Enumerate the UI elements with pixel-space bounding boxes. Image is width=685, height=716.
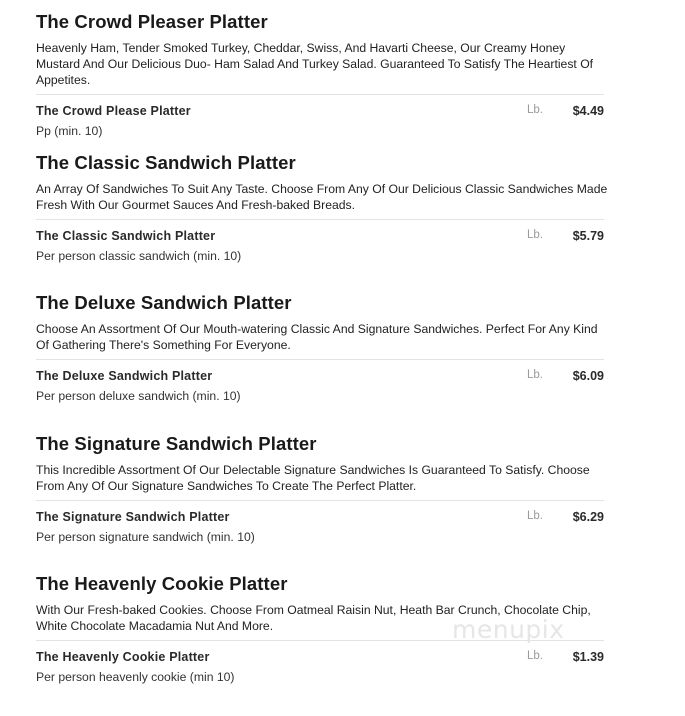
section-title: The Classic Sandwich Platter: [36, 151, 296, 173]
menu-item-row: [36, 226, 604, 248]
item-name: The Deluxe Sandwich Platter: [36, 369, 213, 383]
section-description: This Incredible Assortment Of Our Delectable Signature Sandwiches Is Guaranteed To Satisfy. Choose From Any Of Our Signature Sandwiches To Create The Perfect Platter.: [36, 462, 590, 493]
section-title: The Signature Sandwich Platter: [36, 432, 317, 454]
section-description: Heavenly Ham, Tender Smoked Turkey, Cheddar, Swiss, And Havarti Cheese, Our Creamy Honey Mustard And Our Delicious Duo- Ham Salad And Turkey Salad. Guaranteed To Satisfy The Heartiest Of Appetites.: [36, 41, 594, 87]
section-title: The Heavenly Cookie Platter: [36, 573, 288, 594]
divider: [36, 500, 604, 501]
divider: [36, 219, 604, 220]
item-price: $5.79: [572, 228, 604, 243]
menu-item-row: [36, 366, 604, 388]
item-unit: Lb.: [527, 228, 543, 241]
item-unit: Lb.: [527, 650, 543, 662]
section-title: The Deluxe Sandwich Platter: [36, 292, 292, 313]
item-name: The Crowd Please Platter: [36, 104, 191, 118]
item-note: Pp (min. 10): [36, 124, 103, 138]
menu-section-deluxe-sandwich: [36, 291, 604, 432]
menu-item-row: [36, 647, 604, 669]
menu-item-row: [36, 101, 604, 123]
watermark: menupix: [452, 615, 565, 644]
item-note: Per person deluxe sandwich (min. 10): [36, 389, 241, 403]
item-name: The Heavenly Cookie Platter: [36, 650, 210, 664]
item-note: Per person classic sandwich (min. 10): [36, 248, 242, 263]
section-description: An Array Of Sandwiches To Suit Any Taste. Choose From Any Of Our Delicious Classic Sandwiches Made Fresh With Our Gourmet Sauces And Fresh-baked Breads.: [36, 181, 608, 212]
item-note: Per person heavenly cookie (min 10): [36, 670, 235, 684]
divider: [36, 359, 604, 360]
item-unit: Lb.: [527, 509, 543, 522]
menu-item-row: [36, 507, 604, 529]
menu-section-classic-sandwich: [36, 151, 608, 292]
divider: [36, 94, 604, 95]
item-name: The Classic Sandwich Platter: [36, 228, 216, 243]
item-unit: Lb.: [527, 104, 543, 116]
item-price: $1.39: [572, 650, 604, 664]
section-title: The Crowd Pleaser Platter: [36, 11, 268, 32]
item-name: The Signature Sandwich Platter: [36, 509, 230, 524]
divider: [36, 640, 604, 641]
item-unit: Lb.: [527, 369, 543, 381]
item-price: $6.29: [572, 509, 604, 524]
menu-section-signature-sandwich: [36, 432, 604, 573]
item-price: $4.49: [572, 104, 604, 118]
item-note: Per person signature sandwich (min. 10): [36, 529, 255, 544]
menu-list: [36, 10, 608, 713]
section-description: With Our Fresh-baked Cookies. Choose From Oatmeal Raisin Nut, Heath Bar Crunch, Chocolate Chip, White Chocolate Macadamia Nut And More.: [36, 603, 591, 633]
menu-section-crowd-pleaser: [36, 10, 604, 151]
item-price: $6.09: [572, 369, 604, 383]
section-description: Choose An Assortment Of Our Mouth-watering Classic And Signature Sandwiches. Perfect For Any Kind Of Gathering There's Something For Everyone.: [36, 322, 598, 352]
menu-section-heavenly-cookie: [36, 572, 604, 713]
